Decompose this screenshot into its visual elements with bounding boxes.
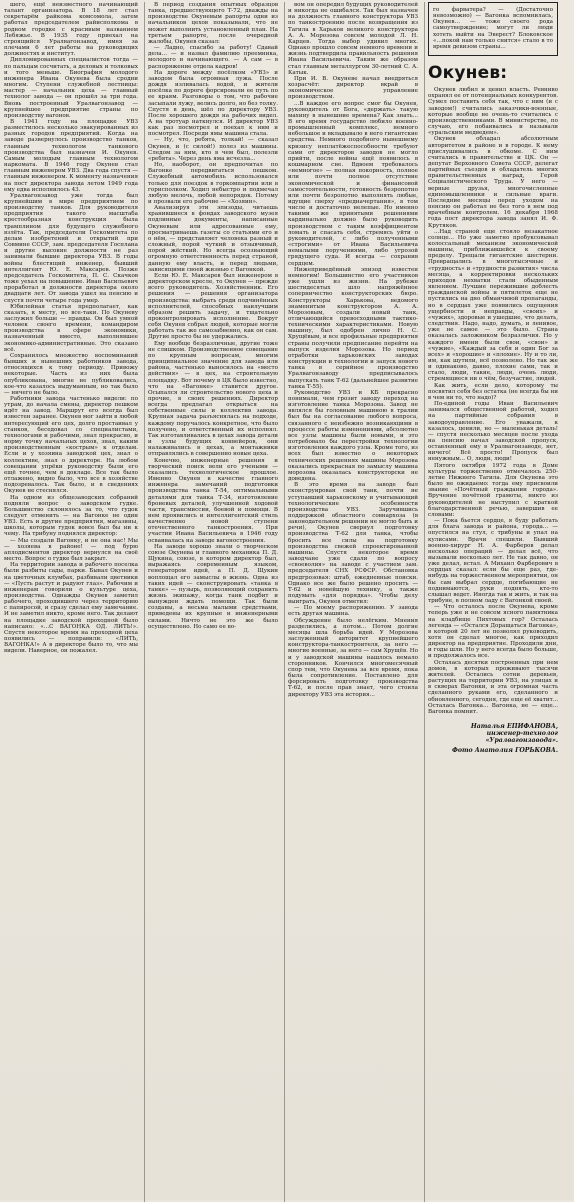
paragraph: Нижеприведённый эпизод известен немногим! Большинство его участников уже ушли из жизни. На рубеже шестидесятых шло напряжённое соперничество конструкторских бюро. Конструкторы Харькова, ведомого знаменитым конструктором А. А. Морозовым, создали новый танк, отличающийся превосходными тактико-техническими характеристиками. Новую машину, был одобрен лично Н. С. Хрущёвым, и все профильные предприятия страны получили предписание перейти на выпуск изделия Морозова. Но период отработки харьковских заводах конструкции и технологии и запуск нового танка в серийное производство Уралвагонзаводу предписывалось выпускать танк Т-62 (дальнейшее развитие танка Т-55). [288, 266, 418, 390]
paragraph: — Ну, что, ребята, толкай! — сказал Окунев, и (с силой!) полез из машины. Следом за ним, кто в чем был, полезли «ребята». Через день яма исчезла... [148, 137, 278, 162]
paragraph: В период создания опытных образцов танка, предшествующего Т-72, дважды на производстве Окуневым рапорты одни из начальников цехов показывали, что не может выполнить установленный план. На третьем рапорте, после очередной жалобы, Окунев сказал: [148, 2, 278, 45]
paragraph: Обсуждение было нелёгким. Мнения разделились, а потом... Потом долгие месяцы шла борьба идей. У Морозова заслуженный авторитет крупнейшего конструктора-танкостроителя, за него — многие военные, за него — сам Хрущёв. Но и у заводской машины нашлось немало сторонников. Кончился многомесячный спор тем, что Окунева за все время, пока была сопротивление. Поставлено для форсировать подготовку производства Т-62, и после прав знает, чего стоила директору УВЗ эта история... [288, 617, 418, 698]
paragraph: — Ладно, спасибо за работу! Сдавай дела... — и назвал фамилию преемника, молодого и начинающего. — А сам — в распоряжение отдела кадров! [148, 45, 278, 70]
paragraph: вом он опередил будущих руководителей и никогда не ошибался. Так был назначен на должность главного конструктора УВЗ по танкостроению после возвращения из Тагила в Харьков великого конструктора А. А. Морозова совсем молодой Л. Н. Карцев. Тогда выбор удивил многих. Однако прошло совсем немного времени и жизнь подтвердила правильность решения Ивана Васильевича. Таким же образом стал главным металлургом 30-летний С. А. Катык. [288, 2, 418, 76]
paragraph: — Мы создали Вагонку, и не она нас! Мы — хозяева в районе! — под бурю аплодисментов директор вернулся на своё место. Вопрос о гудке был закрыт. [4, 537, 138, 563]
paragraph: Если Ю. Е. Максарев был инженером в директорском кресле, то Окунев — прежде всего руководитель. Хозяйственник. Его решения — решения организатора производства: выбрать среди подчинённых исполнителей, способных наилучшим образом решить задачу, и тщательно проконтролировать исполнение. Вокруг себя Окунев собрал людей, которые могли работать так же самозабвенно, как он сам. Другие просто бы не удержались. [148, 272, 278, 341]
column-2 [144, 2, 278, 1202]
photo-credit: Фото Анатолия ГОРЬКОВА. [451, 747, 558, 755]
paragraph: ...Над страной еще стояло незакатное солнце... Но уже заметно пробуксовывал колоссальный механизм экономической машины, приближавшейся к своему пределу. Трещали гигантские шестерни. Превращались в многотысячные и «трудность» и «трудности развития» числа месяца, а корректировки нескольких приходов нехватки стали обыденным явлением. Лучшие пережившие доблесть гражданской войны и пятилеток еще не пустились на дно обманчивой пропаганды, но в сердцах уже появились ощущения ущербности и неправды, «своих» и «чужих», здоровые и ушедшие, что делать, следствия. Надо, надо, думать, и ленивое, уже не самое — это было. Страна оказалась заложником безразличия. Но у каждого имени были свои, «свои» и «чужие», «Каждый за себя и один Бог за всех» и «хорошие» и «плохие». Ну и то ли, им, как шутили, всё позволено. Но так же и одинаково, давно, плохие сами, так и стало, люди, такие, люди, очень люди, стремящиеся ни о чём, безучастие, людей. [428, 228, 558, 383]
column-1 [4, 2, 138, 1202]
paragraph: шего, ещё неизвестного начинающий талант организатора. В 18 лет стал секретарём райкома комсомола, затем работал председателем райисполкома в родном городке с красивым названием Лебяжье. В 1935 году приехал на строящийся Уралвагонзавод, имея за плечами 6 лет работы на руководящих должностях и институт. [4, 2, 138, 58]
paragraph: Окунев обладал абсолютным авторитетом в районе и в городе. К нему прислушивались в обкоме. С ним считались в правительстве и ЦК. Он — депутат Верховного Совета СССР, делегат партийных съездов и обладатель многих правительственных наград, Герой Социалистического Труда. У него — верные друзья, многочисленные единомышленники и сильные враги. Последние месяцы перед уходом на пенсию он работал не без того в нем под врачебным контролем. 16 декабря 1968 года пост директора завода занял И. Ф. Крутяков. [428, 136, 558, 229]
paragraph: Конечно, инженерные решения и творческий поиск вели его учеными — сказались технологическое прошлое. Именно Окунев в качестве главного инженера замечаний подготовки производства танка Т-54, оптимальными деталями для танка Т-34, изготовление броневых деталей, улучшенной ходовой части, трансмиссии, боевой и помощи. В нем проявились и интеллигентский стиль качественно новой ступени отечественного танкостроения. При участии Ивана Васильевича в 1946 году осваивалась на заводе вагоностроения. [148, 457, 278, 544]
paragraph: В это время на заводе был сконструирован свой танк, почти не уступавший харьковскому и учитывающий технологические особенности производства УВЗ. Заручившись поддержкой областного совнархоза (в законодательном решении не могло быть и речи), Окунев свернул подготовку производства Т-62 для танка, чтобы бросить все силы на подготовку производства свежей спроектированной машины. Спустя некоторое время заводчане уже сдали по вопросу «своеволия» на заводе с участием зам. председателя СНХ РСФСР. Обстановка предгрозовая: штаб, ежедневные поиски. Однако все же было решено просить — Т-62 и новейшую технику, а также подумать «для порядка». Чтобы делу выиграть, Окунев отметил: [288, 482, 418, 606]
paragraph: Осталась десятки построенных при нем домов, в которых проживают тысячи жителей. Остались сотни деревьев, растущих на территории УВЗ, на улицах и в скверах Вагонки, и эта огромная часть сделанного руками его, сделанного и обновленного, сегодня, где еще её хватит... Осталась Вагонка... Вагонка, не — еще... Вагонка помнит. [428, 659, 558, 715]
paragraph: По-единой годы Иван Васильевич занимался общественной работой, ходил на партийные собрания в заводоуправление. Его уважали, к казалось, ценили, но — маленькая деталь! — спустя несколько месяцев после ухода на пенсию начал заводской пропуск, оставленный ему в Уралвагонзаводе, нет, ничего! Всё просто! Пропуск был ненужным... О, люди, люди! [428, 401, 558, 463]
paragraph: Дипломированных специалистов тогда — по пальцам сосчитать, а деловых и толковых и того меньше. Биография молодого инженера Ивана Окунева была сродни многим. Ступени служебной лестницы: мастер — начальник цеха — главный технолог завода — он прошёл за три года. Вновь построенный Уралвагонзавод — крупнейшее предприятие страны по производству вагонов. [4, 57, 138, 119]
paragraph: — Что осталось после Окунева, кроме теперь уже и не совсем ясного памятника на кладбище Пихтовых гор? Осталась легенда — «Остался Доращаться Вагонка», в которой 20 лет не позволял руководить, хотя он сделал многое, как приходил директор на предприятие. Проходили дни, и годы шли. Но у него всегда было больше, и продолжалось все. [428, 604, 558, 660]
boxed-quote: го фарватера? — (Достаточно невозможно) — Вагонка вспомнилась, Окунев… — тоже своего рода самоутверждение; могут ли люди хотеть выйти на Эверест? Блоковское «…покой нам только снится» стало в то время девизом страны… [428, 2, 558, 56]
paragraph: Как жить, если дело, которому ты посвятил себя без остатка (не всегда бы ни в чем ни то, что надо)? [428, 382, 558, 401]
column-4 [424, 2, 558, 1202]
paragraph: Уралвагонзавод уже тогда был крупнейшим в мире предприятием по производству танков. Для руководителя предприятия такого масштаба крестообразная конструкция была трамплином для будущего служебного взлёта. Так, председатели Госкомитета по делам изобретений и открытий при Совмине СССР, зам. председателя Госплана и другие высокие должности не раз занимали бывшие директора УВЗ. В годы войны блестящий инженер, бывший интеллигент Ю. Е. Максарев. Позже председатель Госкомитета, П. С. Скачков тоже уехал на повышение. Иван Васильевич проработал в должности директора около двадцати лет. От завода ушел на пенсию и спустя почти четыре года умер. [4, 192, 138, 304]
paragraph: Юбилейная статья предполагает, как сказать, к месту, но все-таки. По Окуневу заслужил больше — правды. Он был умной человек своего времени, командиром производства в сфере экономики, назначенный вместо, выполнявшее экономико-административные. Это сказано всё. [4, 303, 138, 353]
paragraph: На дороге между посёлком «УВЗ» и заводом была огромная лужа. После дождя изливалась водой, и жители посёлка по дороге форсировали ее путь по ее краям. Разговоры о том, что рабочие засыпали лужу, велись долго, но без толку. Спустя в день, шёл по директору УВЗ. После хорошего дождя на рабочих видел. А на тротуар наткнулся. И директор УВЗ как раз посмотрел и поехал к ним и посмотрел. Посреди ямы машина стала. [148, 69, 278, 138]
paragraph: Руководство УВЗ и КБ прекрасно понимали, чем грозит заводу переход на изготовление танка Морозова. Завод не являлся бы головным машиною в тралии был бы на согласование любого вопроса, связанного с неизбежно возникающими в процессе работы изменениями, абсолютно все узлы машины были новыми, и это потребовало бы перестройки технологии изготовления каждого узла. Кроме того, из всех был известно о некоторых технических решениях машины Морозова оказались прекрасная по замыслу машина морозова оказалась конструкторски не доведена. [288, 389, 418, 483]
paragraph: — По моему распоряжению. У завода есть другая машина. [288, 605, 418, 618]
column-3 [284, 2, 418, 1202]
paragraph: — Пока бьется сердце, я буду работать для блага завода и района, города... — опустился на стул, с трибуны и упал на кулисами. Врачи спешили. Бывший военно-хирург Н. А. Фарберов делал несколько операций — делал всё, что вызывали несколько лет. Не так давно, он уже делал, встал. А Михаил Фарберович в сердцах сказал: если бы еще раз, где-нибудь на торжественном мероприятии, он бы сам выбрал сердце, погибающие не поднимаются, руки поднять, кто-то слышал ведет. Иногда так и жить, и так на трибуне, в полном ладу с Вагонкой своей. [428, 518, 558, 605]
paragraph: При И. В. Окуневе начал внедряться хозрасчёт: директор вкрай в экономическое управление производством. [288, 75, 418, 101]
paragraph: Работники завода частенько видели: по утрам, до начала смены, директор пешком идёт на завод. Маршрут его всегда был известен заранее. Окунев мог зайти в любой интересующий его цех, долго простаивал у станков, беседовал со специалистами, технологами и рабочими, знал прекрасно, и норму точку начальных цехов, знал, каким производственным «кострым» к отделам. Если и у хозяина заводской цех, знал о коллективе, знал о директоре. На любом совещании упрёки руководству были его ещё точнее, чем в докладе. Все так было отлажено, видно было, что все в хозяйстве подозревалось. Так было, и в сведениях Окунев не стеснялся. [4, 396, 138, 495]
paragraph: ...В каждое его вопрос смог бы Окунев, руководитель от Бога, «держать» такую махину в нынешние времена? Как знать... В его время государство любило военно-промышленный комплекс, немного небольшое и вкладывало в него гигантские средства. Немного подобного нынешнему кризису неплатёжеспособности требуют сами от директоров заводов не могло прийти, после войны ещё появилось в кошмарном сне. Вдвоем требовалось «немногое» — полная покорность, полное или почти полное отсутствие экономической и финансовой самостоятельности, готовность безропотно или почти безропотно выполнять любые, идущие сверху «предначертания», в том числе и достаточно нелепые. Но именно такими же принятыми решениями кардинально должно было руководить производством с таким коэффициентом ломать и спасать себя, стремясь уйти о руководителей, с либо полученными «строгими» от Ивана Васильевича немалыми поручениями, либо угрозой грядущего суда. И всегда — сохранив сердцем. [288, 100, 418, 267]
section-heading: Окунев: [428, 63, 508, 84]
paragraph: Окунев любил и ценил власть. Ревниво охранял ее от потенциальных конкурентов. Сумел поставить себя так, что с ним (и с заводом!) считались заказчики-военные, которые вообще не очень-то считались с производственниками. В министерстве, по случаю, его побаивались и называли «уральским медведем». [428, 87, 558, 137]
paragraph: На одном из общезаводских собраний подняли вопрос о заводском гудке. Большинство склонялось за то, что гудок следует отменить — на Вагонке не один УВЗ. Есть и другие предприятия, магазины, школы, которым гудок вовсе был бы ни к чему. На трибуну поднялся директор: [4, 494, 138, 538]
author-role: инженер-технолог «Уралвагонзавода». [485, 730, 558, 745]
author-name: Наталья ЕПИФАНОВА, [470, 723, 558, 731]
paragraph: Сохранилось множество воспоминаний бывших и нынешних работников завода, относящихся к тому периоду. Привожу некоторые. Часть из них была опубликована, многие не публиковались, кое-что казалось выдуманным, но так было — ничего не было. [4, 352, 138, 396]
paragraph: Ему вообще безразличные, другие тоже не слишком. Производственное совещание по крупным вопросам, многим принципиальное значение для завода или района, частенько выносилось на «место действия» — в цех, на строительную площадку. Вот почему в ЦК было известно, что на «Вагонке» ставится другое. Осыпался ли строительство нового цеха и прочие, в своих решениях. Директор всегда предлагал открыться на собственные силы и коллектив завода. Крупная задача разъяснялась на подходе, каждому поручалось конкретное, что было получено, и ответственный их исполнял. Так изготавливались в цехах завода детали и узлы будущих конвейеров, они налаживались в цехах, а монтажники отправлялись в совершенно новые цеха. [148, 340, 278, 458]
paragraph: В 1941 году на площадке УВЗ разместилось несколько эвакуированных из разных городов предприятий. Когда на заводе развернулось производство танков, главным технологом танкового производства был назначен И. Окунев. Самым молодым главным технологом наркомата. В 1946 году Окунев стал главным инженером УВЗ. Два года спустя — главным инженером. К моменту назначения на пост директора завода летом 1949 года ему едва исполнилось 43. [4, 118, 138, 193]
paragraph: На территории завода и рабочего поселка были разбиты сады, парки. Бывал Окунев и на цветочных клумбах, разбивали цветники — «Пусть растут и радуют глаз». Рабочим и инженерам говорили о культуре цеха, производства. Однажды Окунев заметил рабочего, проходившего через территорию с папиросой, и сразу сделал ему замечание. И не заметил никто, кроме него. Так делают на площадке заводской проходной было написано: «...С ВАГОНКА ОД. ЛИТЬ!». Спустя некоторое время на проходной цеха появились — поправили: «ЛИТЬ, ВАГОНКА!» А в директоре было то, что мы видели. Наверное, он пожалел. [4, 562, 138, 655]
paragraph: Но, наоборот, он предпочитал по Вагонке передвигаться пешком. Служебный автомобиль использовался только для поездок в горкомпартии или в горисполком. Ходил небыстро и подмечал любую мелочь, любой непорядок. Потому и прозвали его рабочие — «Хозяин». [148, 162, 278, 205]
paragraph: На заводе хорошо знали о творческом союзе Окунева и главного механика П. Д. Щукина, союзе, в котором директор был, выражаясь современным языком, генератором идей, а П. Д. Щукин воплощал его замыслы в жизнь. Одна из таких идей — сконструировать «танка в танке» — пузырь, позволяющий сохранить жизнь экипажу, когда танк подбит и вынужден ждать помощи. Так были созданы, а весьма малыми средствами, приведены их крупные и инженерными силами. Ничто не это же было осуществлено. Но само ее во- [148, 543, 278, 630]
author-signature [428, 723, 558, 744]
paragraph: Анализируя эти эпизоды, читаешь хранившиеся в фондах заводского музея подлинные документы, написанные Окуневым или адресованные ему, просматриваешь газеты со статьями его и о нём, — представляет человека разный и сложный, порой чуткий и отзывчивый, порой жёсткий. Но всегда осознающий огромную ответственность перед страной, данную ему власть, и перед людьми, зависящими своей жизнью с Вагонкой. [148, 205, 278, 273]
article-columns [4, 2, 570, 1202]
column-4-paragraphs [428, 87, 558, 715]
paragraph: Пятого октября 1972 года в Доме культуры торжественно отмечалось 250-летие Нижнего Тагила. Для Окунева это было не ожидаемо: тогда ему присвоили звание «Почётный гражданин города». Вручение почётной грамоты, никто из руководителей не выступил с краткой благодарственной речью, завершив ее словами: [428, 462, 558, 518]
